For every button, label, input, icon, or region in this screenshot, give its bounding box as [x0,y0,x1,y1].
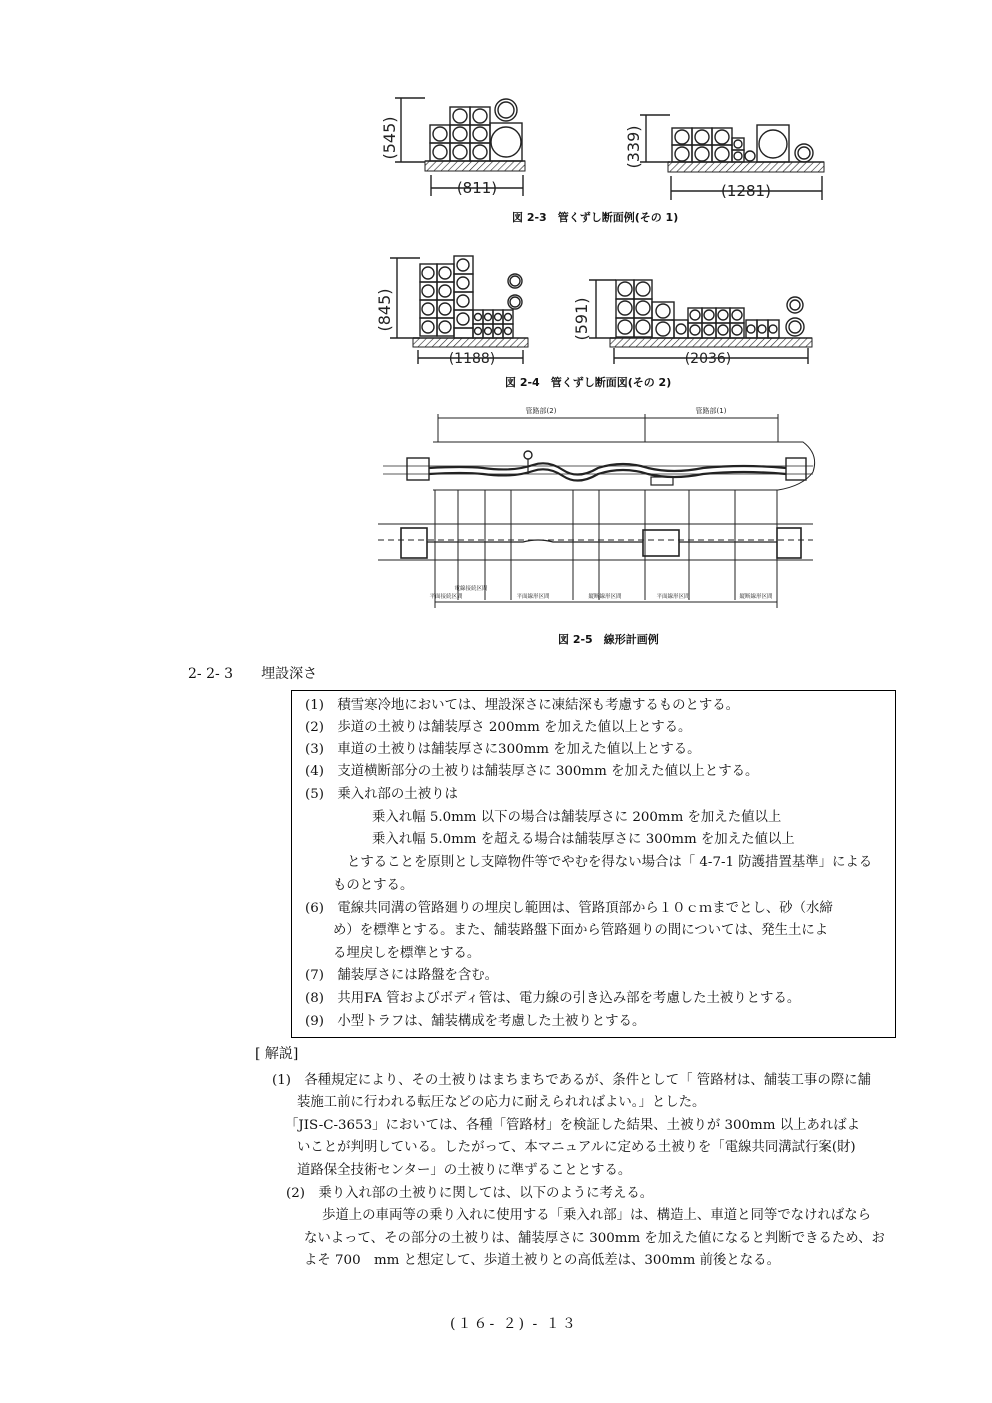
figure-2-3-left [380,92,530,207]
provision-line: (5) 乗入れ部の土被りは [305,787,458,802]
commentary-line: よそ 700 mm と想定して、歩道土被りとの高低差は、300mm 前後となる。 [304,1253,780,1268]
fig4-left-height: (845) [375,288,394,332]
section-title: 埋設深さ [261,666,318,682]
fig5-bottom-label: 平面線形区間 [516,594,550,600]
fig5-bottom-label: 縦断線形区間 [739,594,773,600]
fig3-left-height: (545) [380,116,399,160]
fig4-right-width: (2036) [684,351,732,367]
commentary-line: いことが判明している。したがって、本マニュアルに定める土被りを「電線共同溝試行案(財) [297,1140,856,1155]
provision-line: 乗入れ幅 5.0mm 以下の場合は舗装厚さに 200mm を加えた値以上 [372,810,782,825]
figure-2-5-plan [373,402,818,624]
provision-line: とすることを原則とし支障物件等でやむを得ない場合は「 4-7-1 防護措置基準」による [347,855,873,870]
commentary-line: (2) 乗り入れ部の土被りに関しては、以下のように考える。 [286,1186,654,1201]
figure-2-5-caption: 図 2-5 線形計画例 [558,633,659,646]
provision-line: め）を標準とする。また、舗装路盤下面から管路廻りの間については、発生土によ [333,923,829,938]
provision-line: (8) 共用FA 管およびボディ管は、電力線の引き込み部を考慮した土被りとする。 [305,991,801,1006]
fig3-right-height: (339) [624,125,643,169]
section-heading [188,663,317,683]
provision-line: ものとする。 [333,878,414,893]
provision-line: (1) 積雪寒冷地においては、埋設深さに凍結深も考慮するものとする。 [305,698,740,713]
figure-2-3-caption: 図 2-3 管くずし断面例(その 1) [512,211,679,224]
fig5-label-top-left: 管路部(2) [525,407,557,415]
fig5-bottom-label: 平面線形区間 [656,594,690,600]
provision-line: (6) 電線共同溝の管路廻りの埋戻し範囲は、管路頂部から１０ｃｍまでとし、砂（水締 [305,901,833,916]
provision-line: (7) 舗装厚さには路盤を含む。 [305,968,499,983]
commentary-line: ないよって、その部分の土被りは、舗装厚さに 300mm を加えた値になると判断できるため、お [304,1231,885,1246]
figure-2-3-right [624,110,827,210]
fig5-bottom-label: 平面接続区間 [429,594,463,600]
figure-2-4-right [572,268,820,368]
commentary-line: 道路保全技術センター」の土被りに準ずることとする。 [297,1163,632,1178]
commentary-line: 「JIS-C-3653」においては、各種「管路材」を検証した結果、土被りが 300mm 以上あればよ [285,1118,861,1133]
figure-2-4-caption: 図 2-4 管くずし断面図(その 2) [505,376,672,389]
fig5-bottom-label: 縦断線形区間 [588,594,622,600]
fig5-label-top-right: 管路部(1) [695,407,727,415]
fig3-left-width: (811) [456,179,498,197]
provision-line: 乗入れ幅 5.0mm を超える場合は舗装厚さに 300mm を加えた値以上 [372,832,795,847]
provision-line: (2) 歩道の土被りは舗装厚さ 200mm を加えた値以上とする。 [305,720,692,735]
commentary-line: 装施工前に行われる転圧などの応力に耐えられればよい。」とした。 [297,1095,706,1110]
commentary-heading: [ 解説] [255,1046,299,1062]
commentary-line: 歩道上の車両等の乗り入れに使用する「乗入れ部」は、構造上、車道と同等でなければなら [322,1208,872,1223]
figure-2-4-left [375,250,535,370]
fig4-left-width: (1188) [448,351,496,367]
fig5-bottom-label: 電線接続区間 [454,586,488,592]
page-number: (１６- ２) - １３ [450,1316,578,1332]
provision-line: (9) 小型トラフは、舗装構成を考慮した土被りとする。 [305,1014,646,1029]
provision-line: (3) 車道の土被りは舗装厚さに300mm を加えた値以上とする。 [305,742,701,757]
provision-line: (4) 支道横断部分の土被りは舗装厚さに 300mm を加えた値以上とする。 [305,764,759,779]
fig4-right-height: (591) [572,297,591,341]
commentary-line: (1) 各種規定により、その土被りはまちまちであるが、条件として「 管路材は、舗装工事の際に舗 [272,1073,871,1088]
provision-line: る埋戻しを標準とする。 [333,946,481,961]
fig3-right-width: (1281) [721,182,771,200]
section-number: 2- 2- 3 [188,666,234,682]
